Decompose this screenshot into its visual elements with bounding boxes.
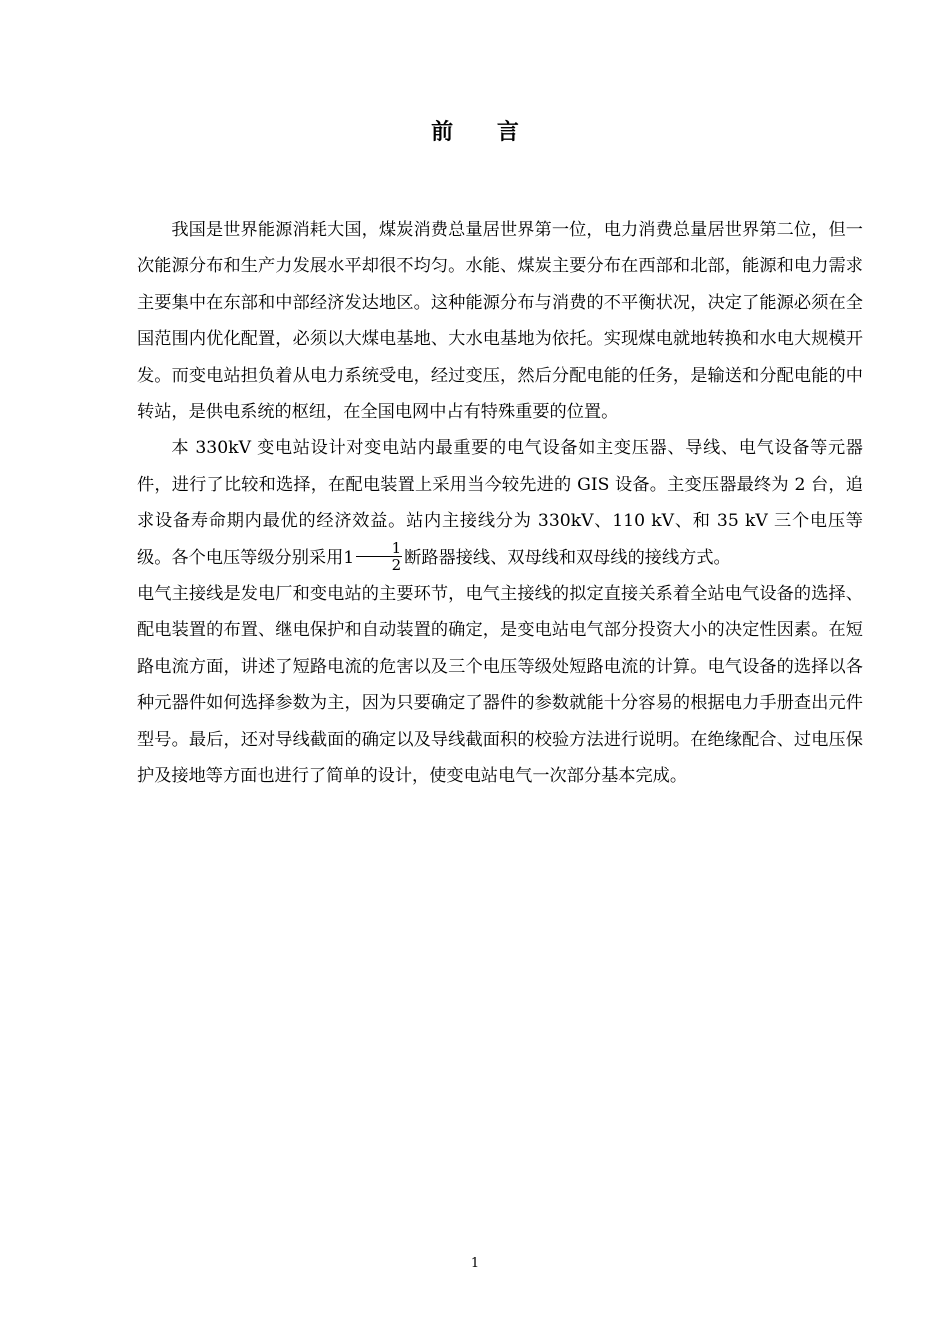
paragraph-2 [137, 430, 863, 576]
fraction-denominator: 2 [391, 555, 402, 574]
fraction-one-half [356, 540, 402, 573]
fraction-numerator: 1 [356, 540, 402, 557]
page-number: 1 [470, 1256, 480, 1271]
paragraph-3: 电气主接线是发电厂和变电站的主要环节，电气主接线的拟定直接关系着全站电气设备的选择、配电装置的布置、继电保护和自动装置的确定，是变电站电气部分投资大小的决定性因素。在短路电流方面，讲述了短路电流的危害以及三个电压等级处短路电流的计算。电气设备的选择以各种元器件如何选择参数为主，因为只要确定了器件的参数就能十分容易的根据电力手册查出元件型号。最后，还对导线截面的确定以及导线截面积的校验方法进行说明。在绝缘配合、过电压保护及接地等方面也进行了简单的设计，使变电站电气一次部分基本完成。 [137, 584, 863, 787]
paragraph-1: 我国是世界能源消耗大国，煤炭消费总量居世界第一位，电力消费总量居世界第二位，但一次能源分布和生产力发展水平却很不均匀。水能、煤炭主要分布在西部和北部，能源和电力需求主要集中在东部和中部经济发达地区。这种能源分布与消费的不平衡状况，决定了能源必须在全国范围内优化配置，必须以大煤电基地、大水电基地为依托。实现煤电就地转换和水电大规模开发。而变电站担负着从电力系统受电，经过变压，然后分配电能的任务，是输送和分配电能的中转站，是供电系统的枢纽，在全国电网中占有特殊重要的位置。 [137, 220, 863, 423]
page-title: 前 言 [431, 119, 537, 145]
body-text [137, 212, 863, 795]
paragraph-2-text-after-fraction: 断路器接线、双母线和双母线的接线方式。 [404, 547, 731, 568]
paragraph-2-text-before-fraction: 本 330kV 变电站设计对变电站内最重要的电气设备如主变压器、导线、电气设备等元器件，进行了比较和选择，在配电装置上采用当今较先进的 GIS 设备。主变压器最终为 2 台，追求设备寿命期内最优的经济效益。站内主接线分为 330kV、110 kV、和 35 kV 三个电压等级。各个电压等级分别采用1 [137, 438, 863, 568]
